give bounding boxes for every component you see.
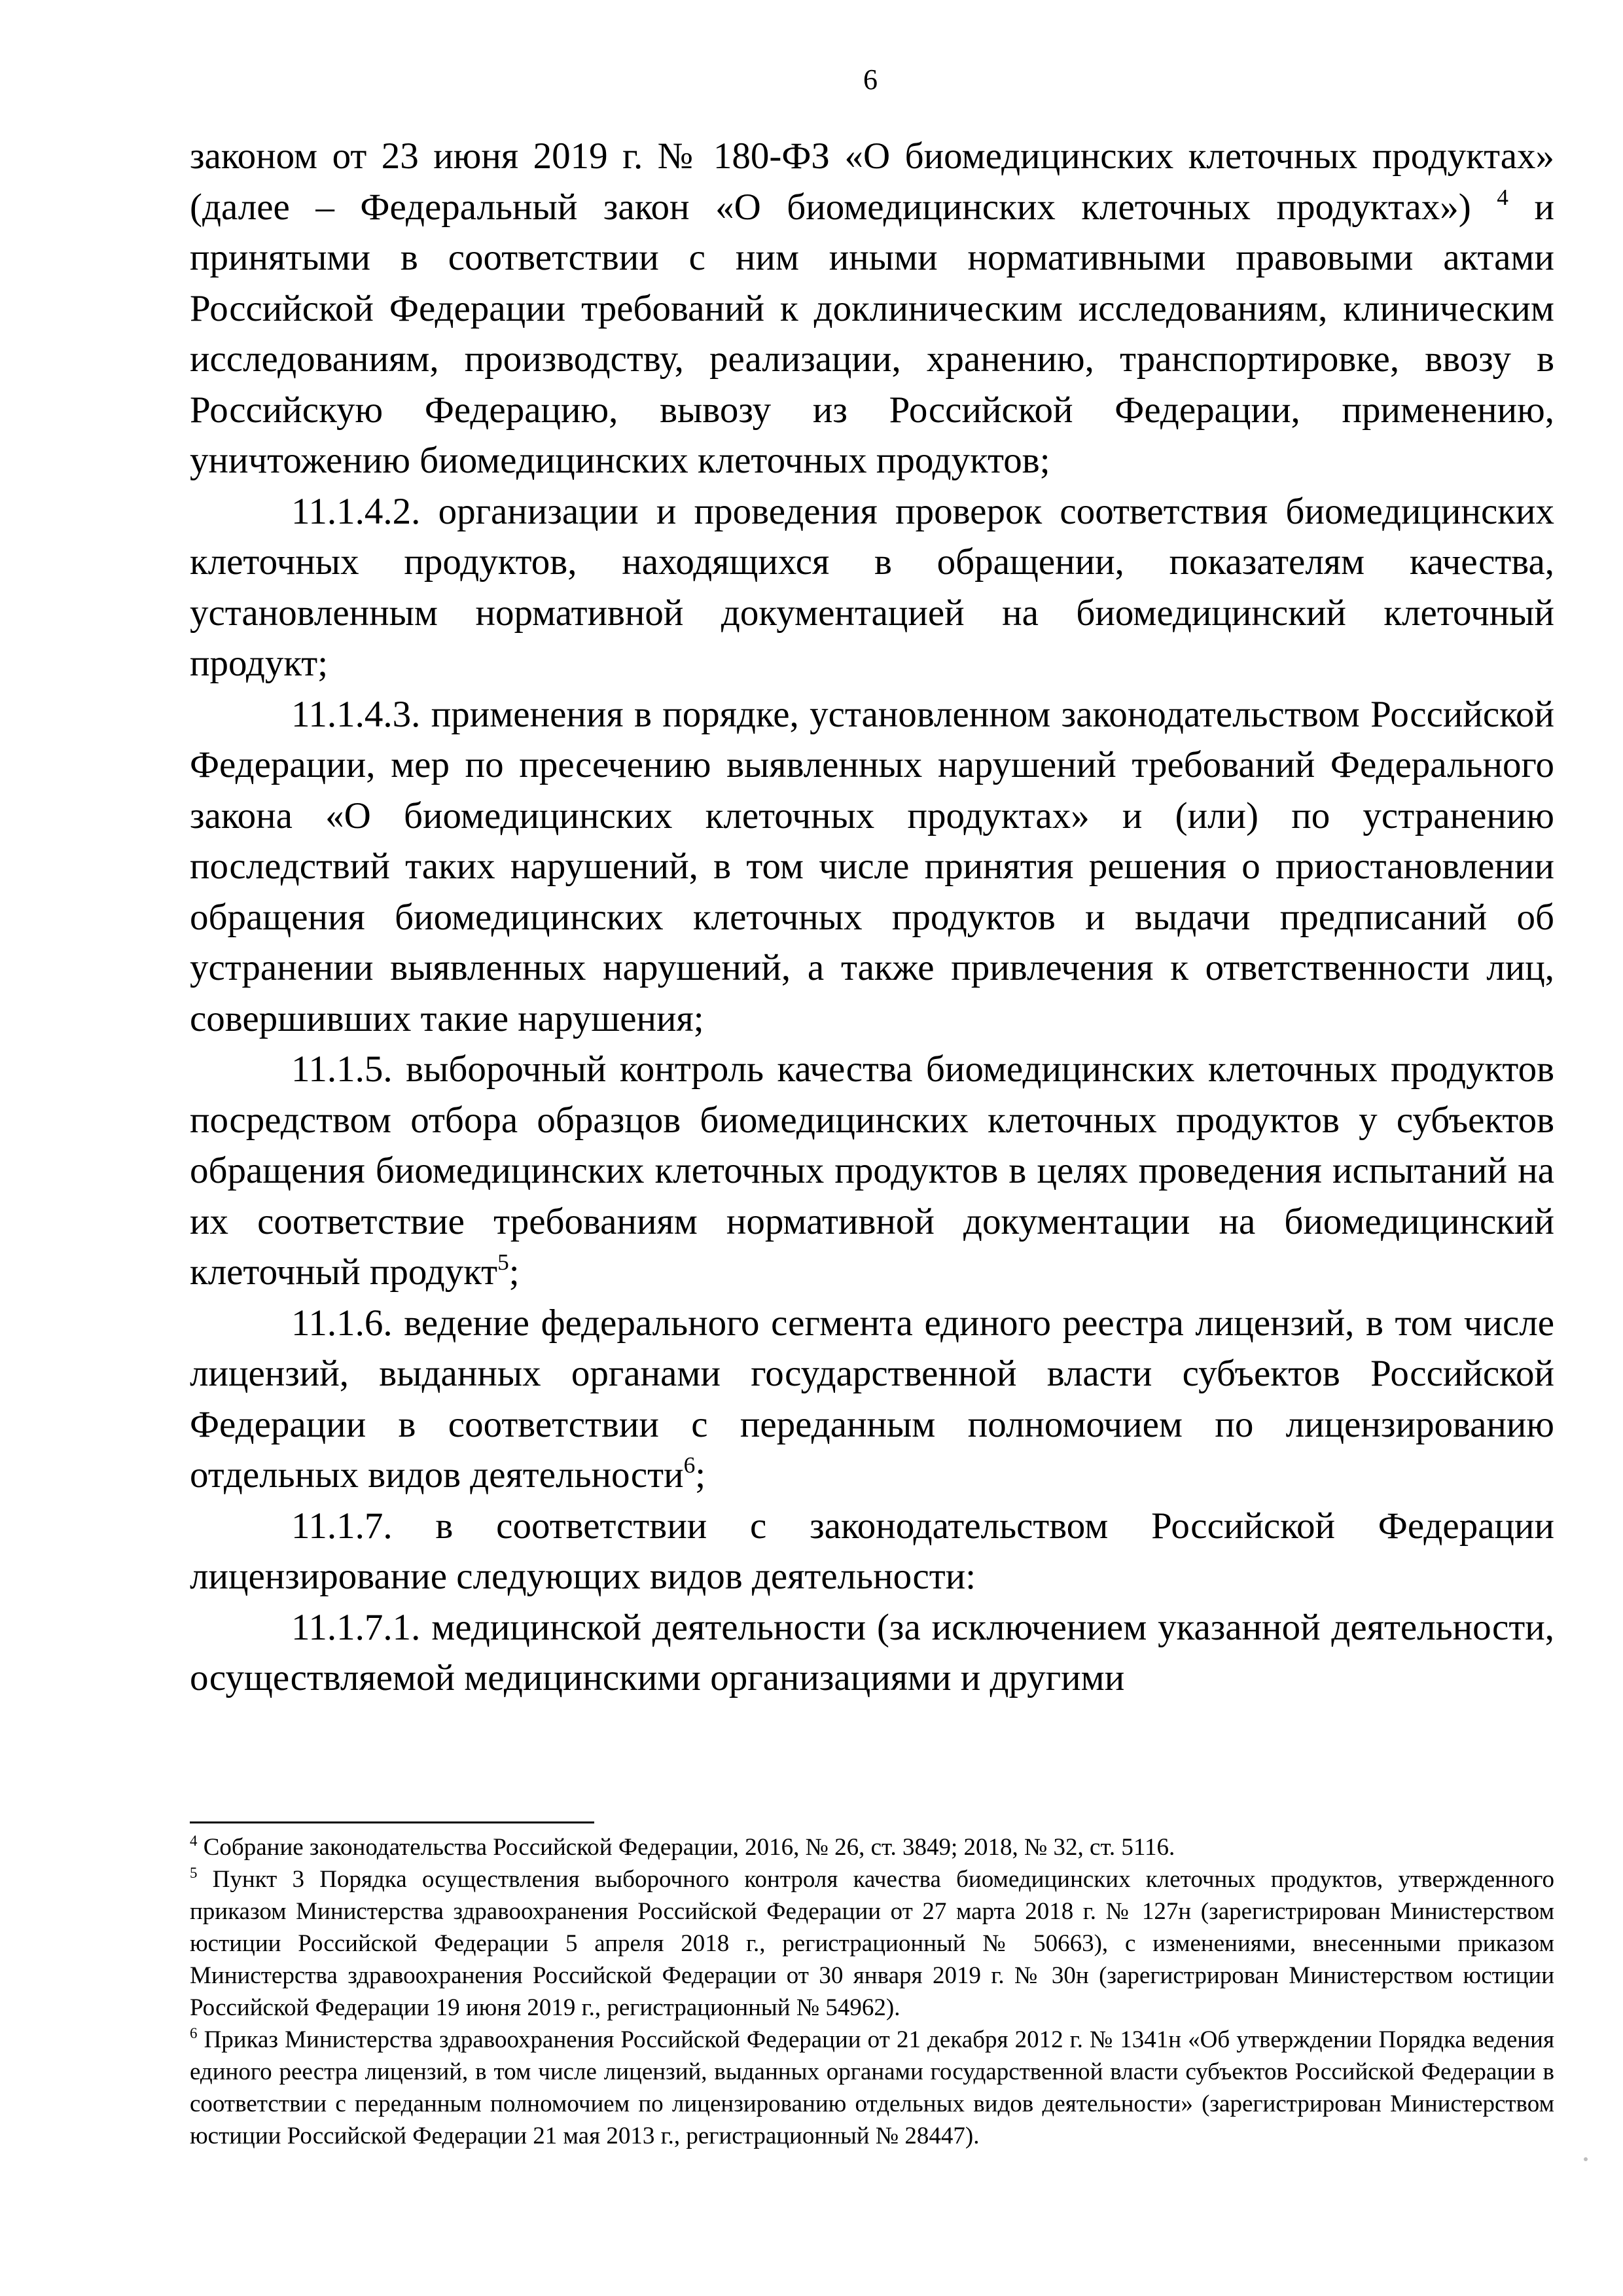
footnote-5 <box>190 1863 1554 2024</box>
paragraph-11-1-7-1: 11.1.7.1. медицинской деятельности (за исключением указанной деятельности, осуществляемой медицинскими организациями и другими <box>190 1606 1554 1698</box>
footnote-number: 6 <box>190 2024 198 2041</box>
footnote-6 <box>190 2024 1554 2152</box>
paragraph-11-1-5 <box>190 1044 1554 1298</box>
footnote-separator <box>190 1821 594 1823</box>
footnote-text: Пункт 3 Порядка осуществления выборочного контроля качества биомедицинских клеточных продуктов, утвержденного приказом Министерства здравоохранения Российской Федерации от 27 марта 2018 г. № 127н (зарегистрирован Министерством юстиции Российской Федерации 5 апреля 2018 г., регистрационный № 50663), с изменениями, внесенными приказом Министерства здравоохранения Российской Федерации от 30 января 2019 г. № 30н (зарегистрирован Министерством юстиции Российской Федерации 19 июня 2019 г., регистрационный № 54962). <box>190 1866 1554 2021</box>
paragraph-text: законом от 23 июня 2019 г. № 180-ФЗ «О биомедицинских клеточных продуктах» (далее – Федеральный закон «О биомедицинских клеточных продуктах») <box>190 135 1554 228</box>
page-number: 6 <box>863 63 878 96</box>
footnote-number: 5 <box>190 1864 198 1881</box>
paragraph-text: 11.1.6. ведение федерального сегмента единого реестра лицензий, в том числе лицензий, выданных органами государственной власти субъектов Российской Федерации в соответствии с переданным полномочием по лицензированию отдельных видов деятельности <box>190 1302 1554 1496</box>
paragraph-punct: ; <box>508 1251 520 1293</box>
footnote-number: 4 <box>190 1832 198 1849</box>
paragraph-11-1-7: 11.1.7. в соответствии с законодательством Российской Федерации лицензирование следующих видов деятельности: <box>190 1505 1554 1597</box>
paragraph-text: и принятыми в соответствии с ним иными нормативными правовыми актами Российской Федерации требований к доклиническим исследованиям, клиническим исследованиям, производству, реализации, хранению, транспортировке, ввозу в Российскую Федерацию, вывозу из Российской Федерации, применению, уничтожению биомедицинских клеточных продуктов; <box>190 186 1554 481</box>
footnotes <box>190 1831 1554 2152</box>
footnote-ref-4: 4 <box>1497 184 1508 210</box>
paragraph-11-1-6 <box>190 1298 1554 1501</box>
footnote-text: Собрание законодательства Российской Федерации, 2016, № 26, ст. 3849; 2018, № 32, ст. 5116. <box>197 1834 1175 1861</box>
footnote-ref-5: 5 <box>497 1249 509 1276</box>
paragraph-text: 11.1.5. выборочный контроль качества биомедицинских клеточных продуктов посредством отбора образцов биомедицинских клеточных продуктов у субъектов обращения биомедицинских клеточных продуктов в целях проведения испытаний на их соответствие требованиям нормативной документации на биомедицинский клеточный продукт <box>190 1049 1554 1293</box>
scan-speck <box>1584 2157 1588 2161</box>
footnote-ref-6: 6 <box>683 1452 696 1479</box>
paragraph-punct: ; <box>695 1454 706 1496</box>
main-text <box>190 131 1554 1704</box>
paragraph-law-reference <box>190 131 1554 486</box>
footnote-text: Приказ Министерства здравоохранения Российской Федерации от 21 декабря 2012 г. № 1341н «Об утверждении Порядка ведения единого реестра лицензий, в том числе лицензий, выданных органами государственной власти субъектов Российской Федерации в соответствии с переданным полномочием по лицензированию отдельных видов деятельности» (зарегистрирован Министерством юстиции Российской Федерации 21 мая 2013 г., регистрационный № 28447). <box>190 2026 1554 2149</box>
footnote-4 <box>190 1831 1554 1863</box>
paragraph-11-1-4-3: 11.1.4.3. применения в порядке, установленном законодательством Российской Федерации, мер по пресечению выявленных нарушений требований Федерального закона «О биомедицинских клеточных продуктах» и (или) по устранению последствий таких нарушений, в том числе принятия решения о приостановлении обращения биомедицинских клеточных продуктов и выдачи предписаний об устранении выявленных нарушений, а также привлечения к ответственности лиц, совершивших такие нарушения; <box>190 693 1554 1039</box>
paragraph-11-1-4-2: 11.1.4.2. организации и проведения проверок соответствия биомедицинских клеточных продуктов, находящихся в обращении, показателям качества, установленным нормативной документацией на биомедицинский клеточный продукт; <box>190 490 1554 684</box>
